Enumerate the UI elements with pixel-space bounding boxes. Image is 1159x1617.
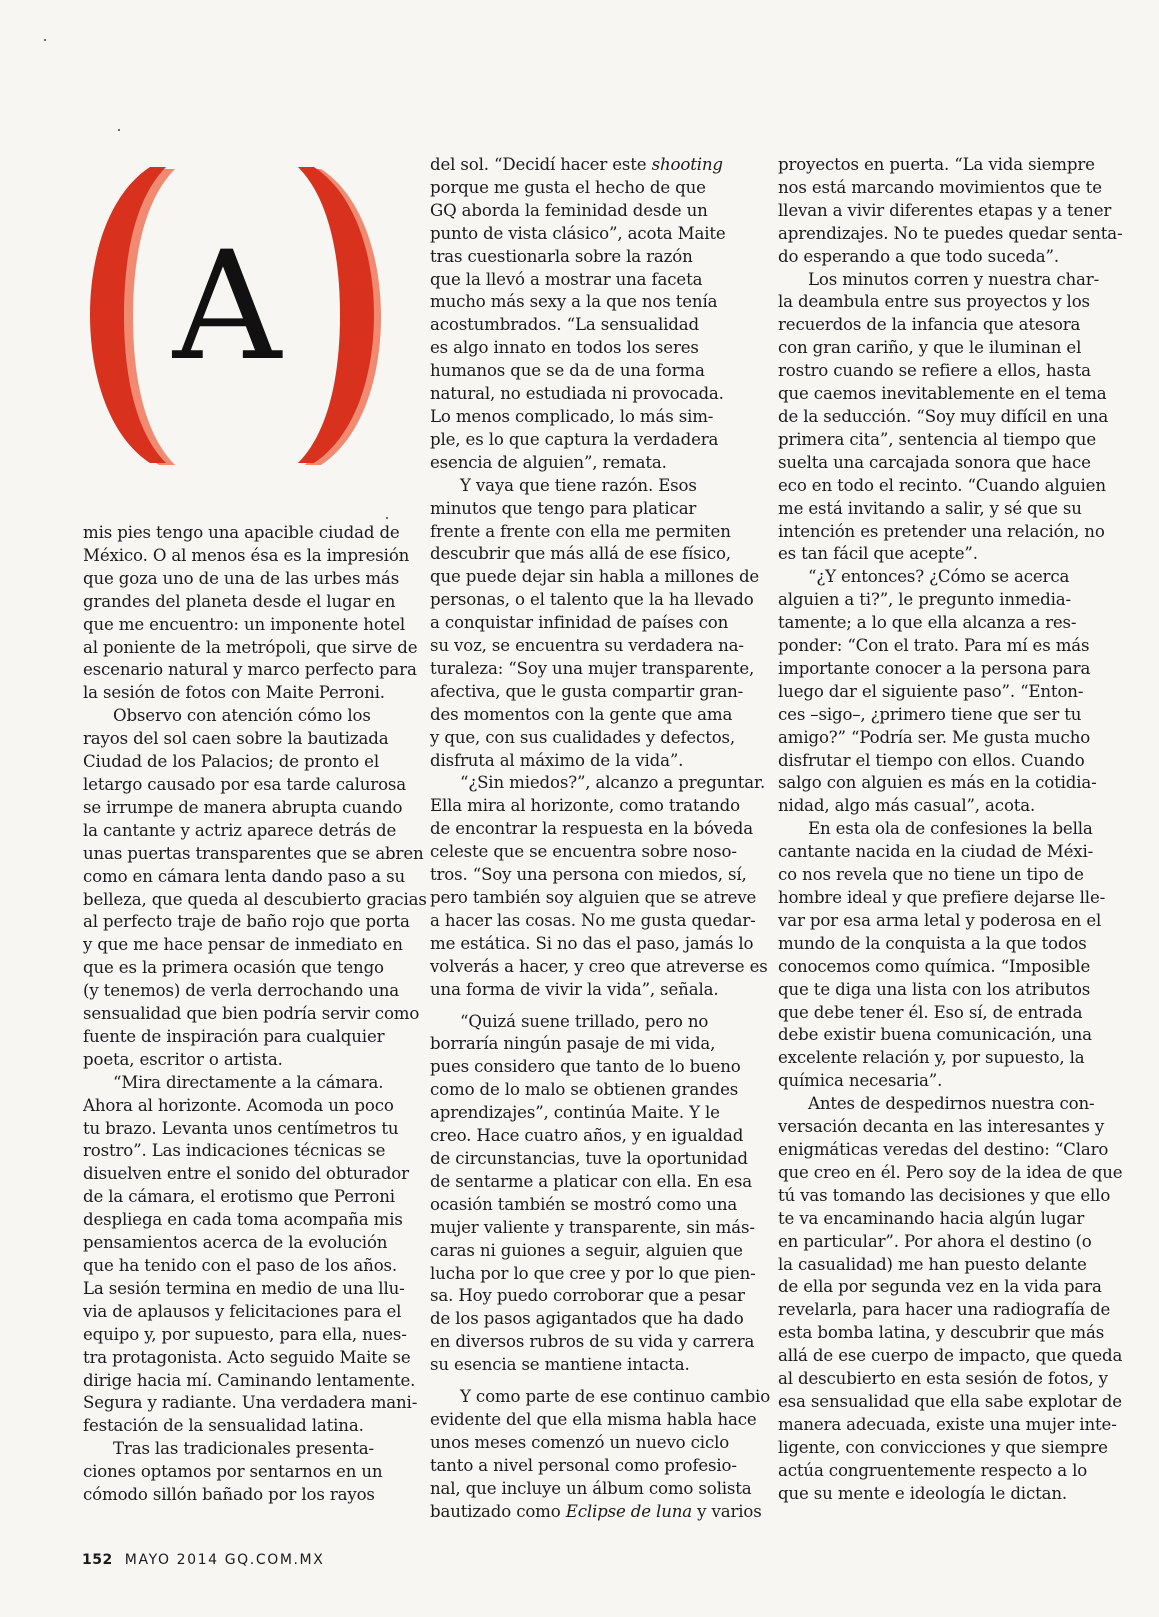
article-column-3 xyxy=(778,154,1123,1505)
text-line: Y como parte de ese continuo cambio xyxy=(460,1387,771,1407)
text-line: frente a frente con ella me permiten xyxy=(430,521,731,541)
text-line: que su mente e ideología le dictan. xyxy=(778,1483,1068,1503)
text-line: unos meses comenzó un nuevo ciclo xyxy=(430,1432,730,1452)
text-line: celeste que se encuentra sobre noso- xyxy=(430,842,737,862)
text-line: revelarla, para hacer una radiografía de xyxy=(778,1300,1111,1320)
text-line: que ha tenido con el paso de los años. xyxy=(83,1256,398,1275)
text-line: disfrutar el tiempo con ellos. Cuando xyxy=(778,750,1085,770)
text-line: tras cuestionarla sobre la razón xyxy=(430,246,693,266)
article-column-1 xyxy=(83,522,427,1507)
text-line: des momentos con la gente que ama xyxy=(430,704,733,724)
text-line: eco en todo el recinto. “Cuando alguien xyxy=(778,475,1106,495)
text-line: en diversos rubros de su vida y carrera xyxy=(430,1332,755,1352)
text-line: caras ni guiones a seguir, alguien que xyxy=(430,1240,743,1260)
text-line: Tras las tradicionales presenta- xyxy=(113,1439,374,1459)
text-line: descubrir que más allá de ese físico, xyxy=(430,544,731,564)
text-line: a hacer las cosas. No me gusta quedar- xyxy=(430,910,756,930)
text-line: escenario natural y marco perfecto para xyxy=(83,660,417,680)
text-line: Antes de despedirnos nuestra con- xyxy=(808,1094,1095,1114)
text-line: en particular”. Por ahora el destino (o xyxy=(778,1231,1092,1251)
speck xyxy=(44,39,46,41)
text-line: afectiva, que le gusta compartir gran- xyxy=(430,681,744,701)
text-line: Ciudad de los Palacios; de pronto el xyxy=(83,752,380,772)
text-line: humanos que se da de una forma xyxy=(430,361,705,381)
text-line: disuelven entre el sonido del obturador xyxy=(83,1164,409,1184)
text-line: natural, no estudiada ni provocada. xyxy=(430,384,724,404)
text-line: de sentarme a platicar con ella. En esa xyxy=(430,1171,752,1191)
text-line: En esta ola de confesiones la bella xyxy=(808,819,1093,839)
text-run: del sol. “Decidí hacer este xyxy=(430,155,652,174)
italic-term: shooting xyxy=(651,155,723,174)
text-line: porque me gusta el hecho de que xyxy=(430,177,706,197)
text-line: Segura y radiante. Una verdadera mani- xyxy=(83,1393,418,1413)
text-line: pensamientos acerca de la evolución xyxy=(83,1233,388,1253)
text-line: que la llevó a mostrar una faceta xyxy=(430,269,703,289)
text-line: esencia de alguien”, remata. xyxy=(430,452,667,472)
text-line: tu brazo. Levanta unos centímetros tu xyxy=(83,1118,399,1138)
text-line: Lo menos complicado, lo más sim- xyxy=(430,406,714,426)
text-line: hombre ideal y que prefiere dejarse lle- xyxy=(778,888,1106,907)
text-line: Y vaya que tiene razón. Esos xyxy=(460,475,697,495)
text-line: ponder: “Con el trato. Para mí es más xyxy=(778,636,1090,656)
text-line: despliega en cada toma acompaña mis xyxy=(83,1210,403,1230)
drop-cap xyxy=(80,163,384,467)
text-line: “¿Sin miedos?”, alcanzo a preguntar. xyxy=(460,773,766,793)
text-line: poeta, escritor o artista. xyxy=(83,1049,283,1069)
text-line: var por esa arma letal y poderosa en el xyxy=(778,910,1102,930)
text-line: do esperando a que todo suceda”. xyxy=(778,246,1059,266)
text-line: a conquistar infinidad de países con xyxy=(430,613,729,633)
text-line: salgo con alguien es más en la cotidia- xyxy=(778,773,1097,793)
text-line: de la seducción. “Soy muy difícil en una xyxy=(778,406,1109,426)
text-line: México. O al menos ésa es la impresión xyxy=(83,545,410,565)
text-line: La sesión termina en medio de una llu- xyxy=(83,1278,405,1298)
text-run: y varios xyxy=(692,1501,762,1521)
text-line: allá de ese cuerpo de impacto, que queda xyxy=(778,1346,1123,1366)
text-line: pues considero que tanto de lo bueno xyxy=(430,1057,741,1077)
text-line: que caemos inevitablemente en el tema xyxy=(778,384,1107,404)
text-line: suelta una carcajada sonora que hace xyxy=(778,452,1091,472)
text-line: con gran cariño, y que le iluminan el xyxy=(778,338,1082,358)
text-line: esa sensualidad que ella sabe explotar de xyxy=(778,1391,1122,1411)
text-line: que me encuentro: un imponente hotel xyxy=(83,614,406,634)
text-line: ces –sigo–, ¿primero tiene que ser tu xyxy=(778,704,1082,724)
text-line: letargo causado por esa tarde calurosa xyxy=(83,774,407,794)
text-line: ciones optamos por sentarnos en un xyxy=(83,1462,383,1482)
text-line: actúa congruentemente respecto a lo xyxy=(778,1460,1088,1480)
text-line: llevan a vivir diferentes etapas y a tener xyxy=(778,200,1112,220)
text-line: minutos que tengo para platicar xyxy=(430,498,697,518)
text-line: su voz, se encuentra su verdadera na- xyxy=(430,636,744,656)
text-line: borraría ningún pasaje de mi vida, xyxy=(430,1034,716,1054)
text-line: GQ aborda la feminidad desde un xyxy=(430,200,708,220)
text-line: excelente relación y, por supuesto, la xyxy=(778,1048,1085,1068)
text-line: versación decanta en las interesantes y xyxy=(778,1117,1105,1137)
text-line: festación de la sensualidad latina. xyxy=(83,1416,364,1436)
text-line: Ella mira al horizonte, como tratando xyxy=(430,796,740,816)
text-line: y que me hace pensar de inmediato en xyxy=(83,935,403,955)
text-line: mis pies tengo una apacible ciudad de xyxy=(83,523,400,542)
text-line: fuente de inspiración para cualquier xyxy=(83,1026,385,1046)
text-line: conocemos como química. “Imposible xyxy=(778,956,1091,976)
text-line: (y tenemos) de verla derrochando una xyxy=(83,981,400,1001)
text-line: intención es pretender una relación, no xyxy=(778,521,1105,541)
text-line: evidente del que ella misma habla hace xyxy=(430,1409,757,1429)
text-line: co nos revela que no tiene un tipo de xyxy=(778,865,1084,885)
text-line: luego dar el siguiente paso”. “Enton- xyxy=(778,681,1084,701)
text-line: que te diga una lista con los atributos xyxy=(778,979,1091,999)
text-line: “Quizá suene trillado, pero no xyxy=(460,1011,709,1031)
text-line: que debe tener él. Eso sí, de entrada xyxy=(778,1002,1083,1022)
text-line: alguien a ti?”, le pregunto inmedia- xyxy=(778,590,1071,610)
text-line: rostro cuando se refiere a ellos, hasta xyxy=(778,361,1091,381)
text-line: rostro”. Las indicaciones técnicas se xyxy=(83,1141,386,1161)
text-line: y que, con sus cualidades y defectos, xyxy=(430,727,736,747)
text-line: al descubierto en esta sesión de fotos, y xyxy=(778,1369,1108,1389)
text-line: que creo en él. Pero soy de la idea de que xyxy=(778,1162,1123,1182)
text-line: Ahora al horizonte. Acomoda un poco xyxy=(83,1095,394,1115)
text-line: disfruta al máximo de la vida”. xyxy=(430,750,684,770)
text-line: nal, que incluye un álbum como solista xyxy=(430,1478,752,1498)
text-line: manera adecuada, existe una mujer inte- xyxy=(778,1414,1117,1434)
text-line: como en cámara lenta dando paso a su xyxy=(83,866,405,886)
text-line: tros. “Soy una persona con miedos, sí, xyxy=(430,865,747,885)
text-line: ocasión también se mostró como una xyxy=(430,1194,738,1214)
text-line: aprendizajes”, continúa Maite. Y le xyxy=(430,1103,720,1123)
text-line: química necesaria”. xyxy=(778,1071,943,1091)
text-line: volverás a hacer, y creo que atreverse es xyxy=(430,956,768,976)
text-line: belleza, que queda al descubierto gracias xyxy=(83,889,427,909)
text-line: es tan fácil que acepte”. xyxy=(778,544,978,564)
text-line: que es la primera ocasión que tengo xyxy=(83,958,384,978)
issue-date: MAYO 2014 xyxy=(124,1552,219,1568)
text-line: de encontrar la respuesta en la bóveda xyxy=(430,819,753,839)
text-line: me estática. Si no das el paso, jamás lo xyxy=(430,933,754,953)
drop-cap-letter: A xyxy=(172,220,282,394)
text-line: al poniente de la metrópoli, que sirve de xyxy=(83,637,418,657)
text-line: que puede dejar sin habla a millones de xyxy=(430,567,760,587)
text-line: cantante nacida en la ciudad de Méxi- xyxy=(778,842,1094,862)
text-line: via de aplausos y felicitaciones para el xyxy=(83,1301,402,1321)
text-line: tamente; a lo que ella alcanza a res- xyxy=(778,613,1077,633)
album-title: Eclipse de luna xyxy=(565,1501,693,1521)
text-line: debe existir buena comunicación, una xyxy=(778,1025,1092,1045)
text-line: nos está marcando movimientos que te xyxy=(778,177,1102,197)
text-line: unas puertas transparentes que se abren xyxy=(83,843,424,863)
text-line: pero también soy alguien que se atreve xyxy=(430,888,757,907)
text-line: la cantante y actriz aparece detrás de xyxy=(83,820,397,840)
text-line: es algo innato en todos los seres xyxy=(430,338,699,358)
text-line: equipo y, por supuesto, para ella, nues- xyxy=(83,1324,407,1344)
text-line: amigo?” “Podría ser. Me gusta mucho xyxy=(778,727,1091,747)
text-line: de ella por segunda vez en la vida para xyxy=(778,1277,1102,1297)
text-line: una forma de vivir la vida”, señala. xyxy=(430,979,719,999)
text-line: importante conocer a la persona para xyxy=(778,658,1091,678)
text-line: proyectos en puerta. “La vida siempre xyxy=(778,155,1095,174)
text-line: como de lo malo se obtienen grandes xyxy=(430,1080,739,1100)
text-line xyxy=(430,1501,762,1524)
text-line: me está invitando a salir, y sé que su xyxy=(778,498,1082,518)
text-line: “Mira directamente a la cámara. xyxy=(113,1072,384,1092)
text-line: la casualidad) me han puesto delante xyxy=(778,1254,1087,1274)
text-line: grandes del planeta desde el lugar en xyxy=(83,591,396,611)
text-line: punto de vista clásico”, acota Maite xyxy=(430,223,726,243)
text-line: al perfecto traje de baño rojo que porta xyxy=(83,912,410,932)
text-line: sensualidad que bien podría servir como xyxy=(83,1004,420,1024)
website: GQ.COM.MX xyxy=(224,1552,325,1568)
text-line: lucha por lo que cree y por lo que pien- xyxy=(430,1263,756,1283)
text-line: de la cámara, el erotismo que Perroni xyxy=(83,1187,395,1207)
text-line: su esencia se mantiene intacta. xyxy=(430,1355,690,1375)
text-line: dirige hacia mí. Caminando lentamente. xyxy=(83,1370,416,1390)
text-line: turaleza: “Soy una mujer transparente, xyxy=(430,658,755,678)
text-run: bautizado como xyxy=(430,1501,566,1521)
text-line: “¿Y entonces? ¿Cómo se acerca xyxy=(808,567,1070,587)
text-line: la deambula entre sus proyectos y los xyxy=(778,292,1090,312)
article-column-2 xyxy=(430,154,771,1523)
text-line: ligente, con convicciones y que siempre xyxy=(778,1437,1108,1457)
text-line: tanto a nivel personal como profesio- xyxy=(430,1455,737,1475)
text-line: ple, es lo que captura la verdadera xyxy=(430,429,719,449)
text-line xyxy=(430,154,748,177)
text-line: se irrumpe de manera abrupta cuando xyxy=(83,797,403,817)
text-line: creo. Hace cuatro años, y en igualdad xyxy=(430,1126,744,1146)
text-line: Observo con atención cómo los xyxy=(113,706,371,726)
text-line: tú vas tomando las decisiones y que ello xyxy=(778,1185,1111,1205)
text-line: mundo de la conquista a la que todos xyxy=(778,933,1087,953)
text-line: primera cita”, sentencia al tiempo que xyxy=(778,429,1096,449)
text-line: tra protagonista. Acto seguido Maite se xyxy=(83,1347,411,1367)
text-line: cómodo sillón bañado por los rayos xyxy=(83,1485,375,1505)
text-line: aprendizajes. No te puedes quedar senta- xyxy=(778,223,1123,243)
text-line: nidad, algo más casual”, acota. xyxy=(778,796,1036,816)
page-number: 152 xyxy=(82,1552,113,1568)
text-line: mujer valiente y transparente, sin más- xyxy=(430,1217,755,1237)
text-line: la sesión de fotos con Maite Perroni. xyxy=(83,683,385,703)
page-footer xyxy=(82,1552,324,1568)
text-line: rayos del sol caen sobre la bautizada xyxy=(83,729,389,749)
text-line: Los minutos corren y nuestra char- xyxy=(808,269,1100,289)
speck xyxy=(386,517,388,519)
text-line: personas, o el talento que la ha llevado xyxy=(430,590,754,610)
text-line: sa. Hoy puedo corroborar que a pesar xyxy=(430,1286,745,1306)
text-line: acostumbrados. “La sensualidad xyxy=(430,315,699,335)
text-line: de los pasos agigantados que ha dado xyxy=(430,1309,744,1329)
text-line: de circunstancias, tuve la oportunidad xyxy=(430,1148,748,1168)
text-line: enigmáticas veredas del destino: “Claro xyxy=(778,1139,1109,1159)
right-bracket xyxy=(298,167,374,463)
text-line: que goza uno de una de las urbes más xyxy=(83,568,400,588)
text-line: recuerdos de la infancia que atesora xyxy=(778,315,1081,335)
text-line: esta bomba latina, y descubrir que más xyxy=(778,1323,1105,1343)
speck xyxy=(118,129,120,131)
text-line: mucho más sexy a la que nos tenía xyxy=(430,292,718,312)
text-line: te va encaminando hacia algún lugar xyxy=(778,1208,1085,1228)
